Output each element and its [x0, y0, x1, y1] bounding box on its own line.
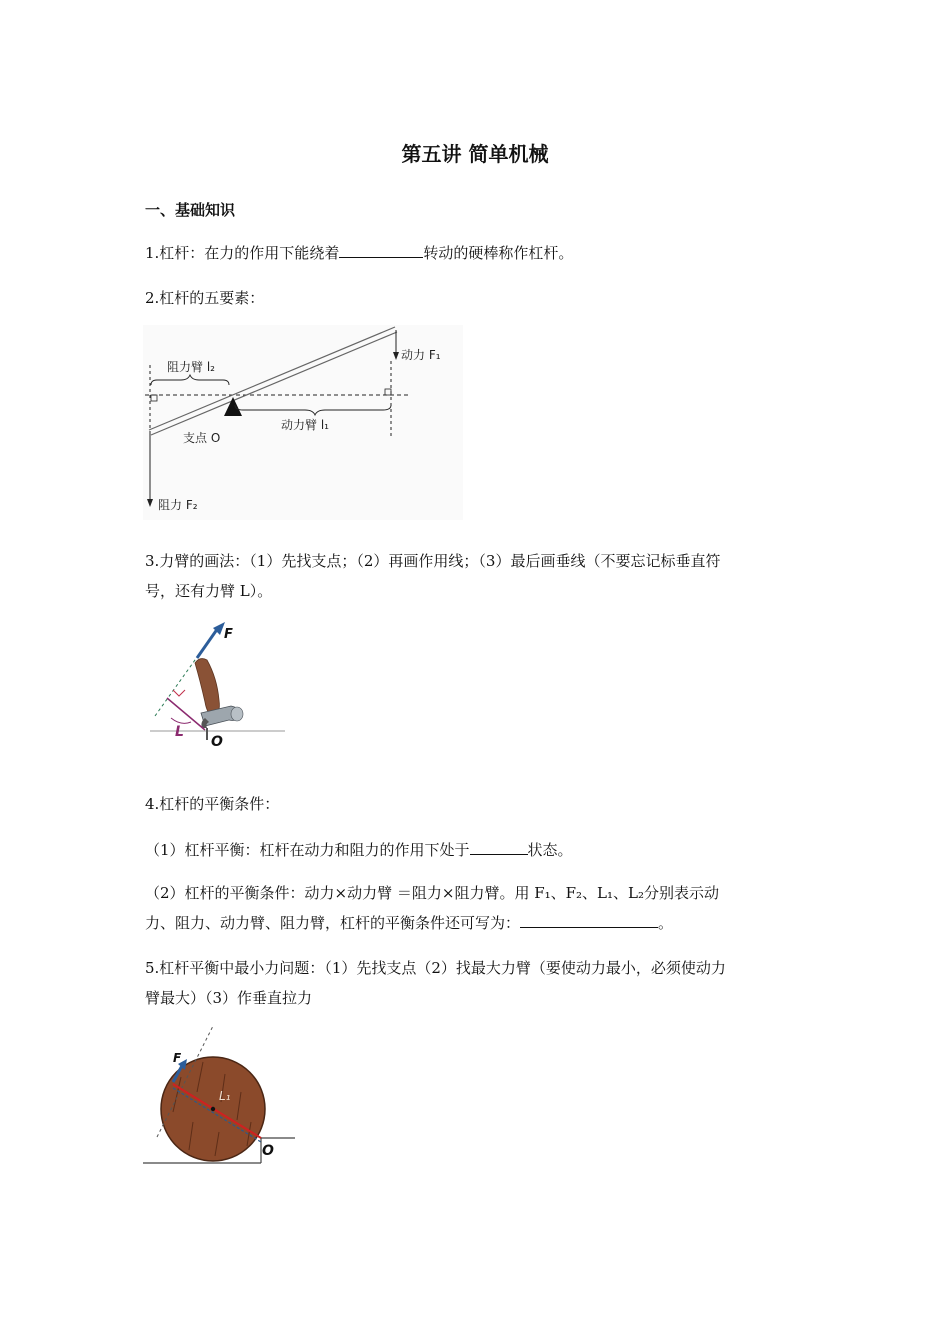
- item-4-1-text: （1）杠杆平衡：杠杆在动力和阻力的作用下处于: [145, 841, 470, 859]
- l1-label: 动力臂 l₁: [281, 418, 329, 432]
- pivot-o-label: O: [211, 734, 223, 748]
- item-5-line-1: 5.杠杆平衡中最小力问题：（1）先找支点（2）找最大力臂（要使动力最小，必须使动力: [145, 959, 726, 977]
- item-3: [145, 546, 825, 606]
- log-figure: [143, 1022, 303, 1176]
- item-3-line-2: 号，还有力臂 L）。: [145, 582, 273, 600]
- force-f-label: F: [224, 627, 233, 642]
- item-4: 4.杠杆的平衡条件：: [145, 795, 280, 813]
- item-3-line-1: 3.力臂的画法：（1）先找支点；（2）再画作用线；（3）最后画垂线（不要忘记标垂直符: [145, 552, 721, 570]
- item-1-text: 1.杠杆：在力的作用下能绕着: [145, 244, 340, 262]
- lever-elements-figure: [143, 325, 463, 524]
- item-4-1-text-end: 状态。: [527, 841, 573, 859]
- item-5: [145, 953, 825, 1013]
- item-4-2: [145, 878, 825, 938]
- f2-label: 阻力 F₂: [158, 498, 198, 512]
- f1-label: 动力 F₁: [401, 348, 441, 362]
- answer-blank: [520, 912, 658, 928]
- section-heading: 一、基础知识: [145, 201, 236, 219]
- item-1-text-end: 转动的硬棒称作杠杆。: [423, 244, 574, 262]
- item-5-line-2: 臂最大）（3）作垂直拉力: [145, 989, 313, 1007]
- pivot-o-label: O: [262, 1143, 274, 1159]
- item-4-1: [145, 835, 825, 865]
- hammer-figure: [145, 618, 290, 752]
- item-4-2-line-2-text: 力、阻力、动力臂、阻力臂，杠杆的平衡条件还可写为：: [145, 914, 521, 932]
- item-4-2-line-2-end: 。: [658, 914, 674, 932]
- item-4-2-line-2: [145, 908, 825, 938]
- page-title: 第五讲 简单机械: [401, 142, 549, 166]
- l2-label: 阻力臂 l₂: [167, 360, 215, 374]
- arm-l1-label: L₁: [219, 1089, 231, 1103]
- item-2: 2.杠杆的五要素：: [145, 289, 265, 307]
- force-f-label: F: [173, 1051, 182, 1065]
- answer-blank: [339, 242, 423, 258]
- answer-blank: [470, 839, 528, 855]
- item-1: [145, 238, 825, 268]
- arm-l-label: L: [175, 724, 184, 740]
- fulcrum-label: 支点 O: [183, 431, 221, 445]
- item-4-2-line-1: （2）杠杆的平衡条件：动力×动力臂 ＝阻力×阻力臂。用 F₁、F₂、L₁、L₂分别表示动: [145, 884, 720, 902]
